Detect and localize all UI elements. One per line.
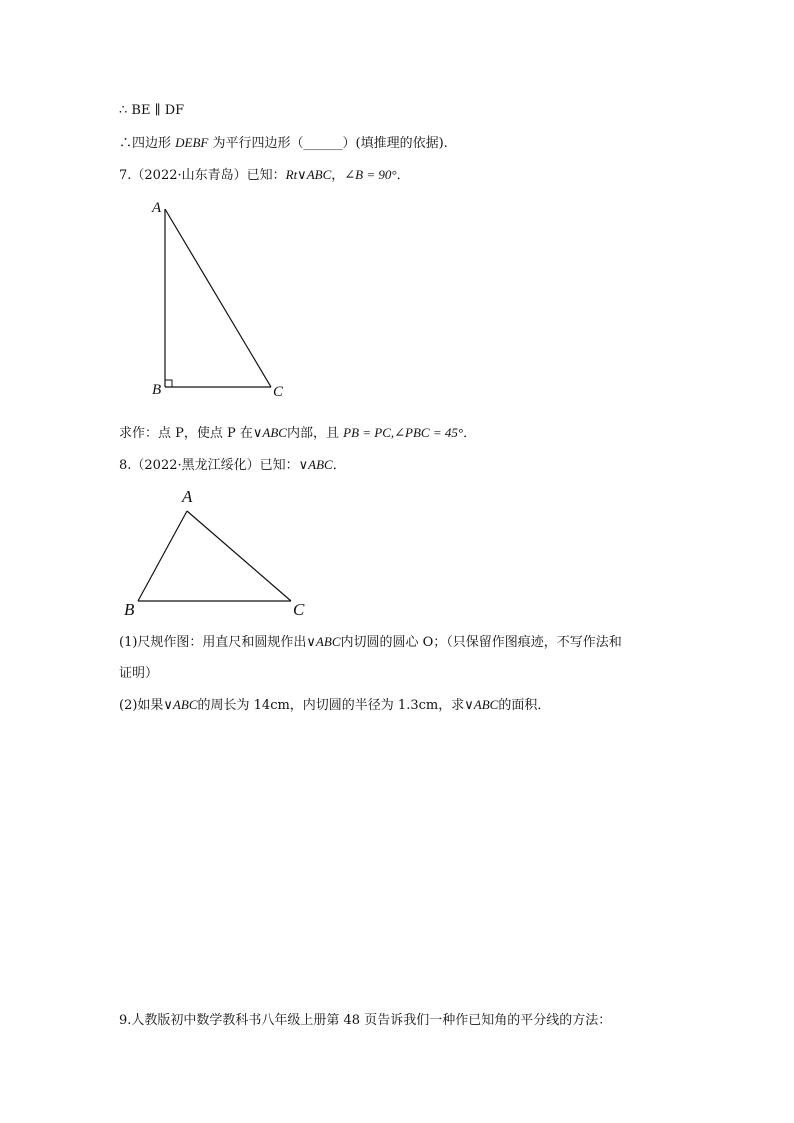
math-debf: DEBF <box>175 135 209 150</box>
question-7-stem <box>119 166 410 185</box>
segment-ac <box>165 209 271 387</box>
text-line-parallelogram <box>119 134 448 153</box>
vertex-label-c: C <box>293 600 305 619</box>
question-8-part-2 <box>119 696 550 715</box>
vertex-label-b: B <box>152 382 162 398</box>
segment-ab <box>138 511 187 601</box>
math-abc: ∨ABC <box>252 425 287 440</box>
text-span: 为平行四边形（______）(填推理的依据). <box>208 136 448 151</box>
text-span: ∴四边形 <box>119 136 176 151</box>
text-span: ． <box>396 168 410 183</box>
text-line-be-parallel-df: ∴ BE ∥ DF <box>119 103 185 118</box>
text-span: 7.（2022·山东青岛）已知： <box>119 168 286 183</box>
math-abc: ∨ABC <box>163 697 198 712</box>
vertex-label-b: B <box>124 600 135 619</box>
vertex-label-a: A <box>152 200 162 216</box>
math-pb-pc: PB = PC,∠PBC = 45° <box>343 425 464 440</box>
math-abc: ∨ABC <box>298 457 333 472</box>
text-span: 8.（2022·黑龙江绥化）已知： <box>119 458 299 473</box>
question-8-part-1-cont: 证明） <box>119 666 159 681</box>
question-8-part-1 <box>119 633 622 652</box>
math-abc: ∨ABC <box>306 634 341 649</box>
text-span: 的周长为 14 <box>197 698 271 713</box>
text-span: 的面积． <box>498 698 551 713</box>
math-angle-b: ∠B = 90° <box>344 167 397 182</box>
unit-cm: cm <box>418 698 439 713</box>
math-rt-abc: Rt∨ABC <box>285 167 332 182</box>
text-span: ， <box>331 168 345 183</box>
question-9-stem: 9.人教版初中数学教科书八年级上册第 48 页告诉我们一种作已知角的平分线的方法： <box>119 1013 612 1028</box>
right-angle-mark <box>165 380 172 387</box>
text-span: ，内切圆的半径为 1.3 <box>289 698 419 713</box>
math-abc: ∨ABC <box>464 697 499 712</box>
vertex-label-c: C <box>273 384 284 400</box>
text-span: ，求 <box>438 698 465 713</box>
text-span: 内部，且 <box>286 426 344 441</box>
text-span: 内切圆的圆心 O；（只保留作图痕迹，不写作法和 <box>340 635 622 650</box>
text-span: (1)尺规作图：用直尺和圆规作出 <box>119 635 307 650</box>
vertex-label-a: A <box>182 487 193 506</box>
text-span: (2)如果 <box>119 698 164 713</box>
text-span: ． <box>463 426 477 441</box>
segment-ac <box>187 511 291 601</box>
text-span: 求作：点 P，使点 P 在 <box>119 426 253 441</box>
construction-task-7 <box>119 424 476 443</box>
text-span: ． <box>332 458 346 473</box>
question-8-stem <box>119 456 346 475</box>
figure-triangle-abc <box>118 484 318 619</box>
unit-cm: cm <box>270 698 290 713</box>
figure-right-triangle <box>140 196 300 401</box>
